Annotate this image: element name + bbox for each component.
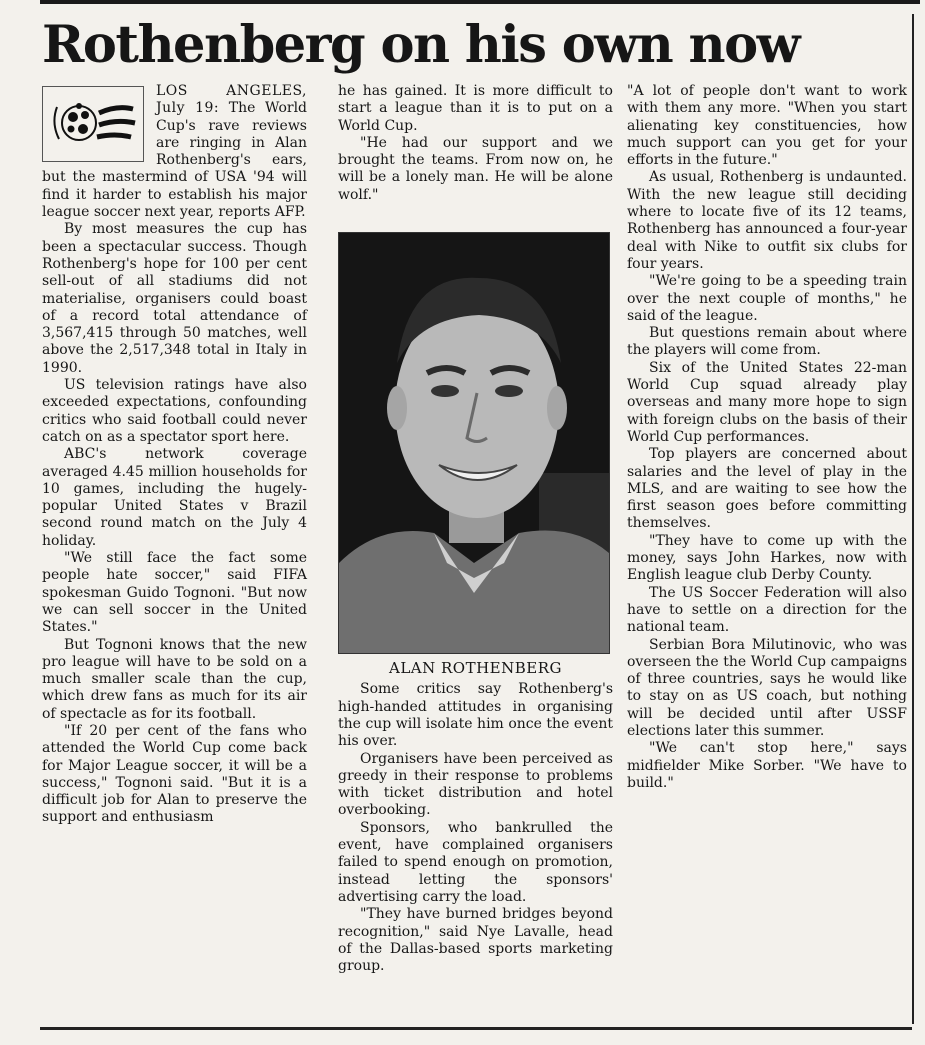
article-column-3 — [627, 83, 907, 792]
paragraph: "They have to come up with the money, says John Harkes, now with English league club Derby County. — [627, 532, 907, 584]
paragraph: "He had our support and we brought the teams. From now on, he will be a lonely man. He will be alone wolf." — [338, 134, 613, 203]
paragraph: "We still face the fact some people hate soccer," said FIFA spokesman Guido Tognoni. "But now we can sell soccer in the United States." — [42, 550, 307, 636]
paragraph: "We're going to be a speeding train over the next couple of months," he said of the league. — [627, 273, 907, 324]
paragraph: Organisers have been perceived as greedy in their response to problems with ticket distribution and hotel overbooking. — [338, 750, 613, 819]
paragraph: Some critics say Rothenberg's high-handed attitudes in organising the cup will isolate him once the event his over. — [338, 681, 613, 750]
paragraph: he has gained. It is more difficult to start a league than it is to put on a World Cup. — [338, 83, 613, 134]
paragraph: US television ratings have also exceeded expectations, confounding critics who said football could never catch on as a spectator sport here. — [42, 377, 307, 445]
paragraph: By most measures the cup has been a spectacular success. Though Rothenberg's hope for 100 per cent sell-out of all stadiums did not materialise, organisers could boast of a record total attendance of 3,567,415 through 50 matches, well above the 2,517,348 total in Italy in 1990. — [42, 221, 307, 376]
paragraph: But questions remain about where the players will come from. — [627, 325, 907, 359]
photo-caption: ALAN ROTHENBERG — [388, 659, 563, 678]
world-cup-logo — [42, 86, 144, 162]
bottom-rule — [40, 1027, 912, 1030]
top-rule — [40, 0, 920, 4]
paragraph: ABC's network coverage averaged 4.45 million households for 10 games, including the hugely-popular United States v Brazil second round match on the July 4 holiday. — [42, 446, 307, 549]
portrait-photo — [338, 232, 610, 654]
paragraph: "They have burned bridges beyond recognition," said Nye Lavalle, head of the Dallas-based sports marketing group. — [338, 906, 613, 975]
paragraph: The World Cup's rave reviews are ringing in Alan Rothenberg's ears, but the mastermind of USA '94 will find it harder to establish his major league soccer next year, reports AFP. — [42, 100, 308, 221]
paragraph: As usual, Rothenberg is undaunted. With the new league still deciding where to locate five of its 12 teams, Rothenberg has announced a four-year deal with Nike to outfit six clubs for four years. — [627, 169, 907, 272]
paragraph: The US Soccer Federation will also have to settle on a direction for the national team. — [627, 584, 907, 636]
dateline: LOS ANGELES, July 19: — [156, 83, 307, 117]
paragraph: Serbian Bora Milutinovic, who was overseen the the World Cup campaigns of three countries, says he would like to stay on as US coach, but nothing will be decided until after USSF elections later this summer. — [627, 636, 907, 739]
headline: Rothenberg on his own now — [42, 15, 799, 75]
paragraph: "If 20 per cent of the fans who attended the World Cup come back for Major League soccer, it will be a success," Tognoni said. "But it is a difficult job for Alan to preserve the support and enthusiasm — [42, 722, 307, 826]
paragraph: Sponsors, who bankrulled the event, have complained organisers failed to spend enough on promotion, instead letting the sponsors' advertising carry the load. — [338, 819, 613, 905]
soccer-ball-icon — [43, 87, 143, 161]
paragraph: "A lot of people don't want to work with them any more. "When you start alienating key constituencies, how much support can you get for your efforts in the future." — [627, 83, 907, 169]
article-column-2 — [338, 83, 613, 975]
column-rule — [912, 14, 914, 1024]
paragraph: Six of the United States 22-man World Cup squad already play overseas and many more hope to sign with foreign clubs on the basis of their World Cup performances. — [627, 359, 907, 445]
article-column-1 — [42, 83, 307, 827]
paragraph: Top players are concerned about salaries and the level of play in the MLS, and are waiting to see how the first season goes before committing themselves. — [627, 446, 907, 532]
paragraph: But Tognoni knows that the new pro league will have to be sold on a much smaller scale than the cup, which drew fans as much for its air of spectacle as for its football. — [42, 636, 307, 722]
paragraph: "We can't stop here," says midfielder Mike Sorber. "We have to build." — [627, 740, 907, 791]
